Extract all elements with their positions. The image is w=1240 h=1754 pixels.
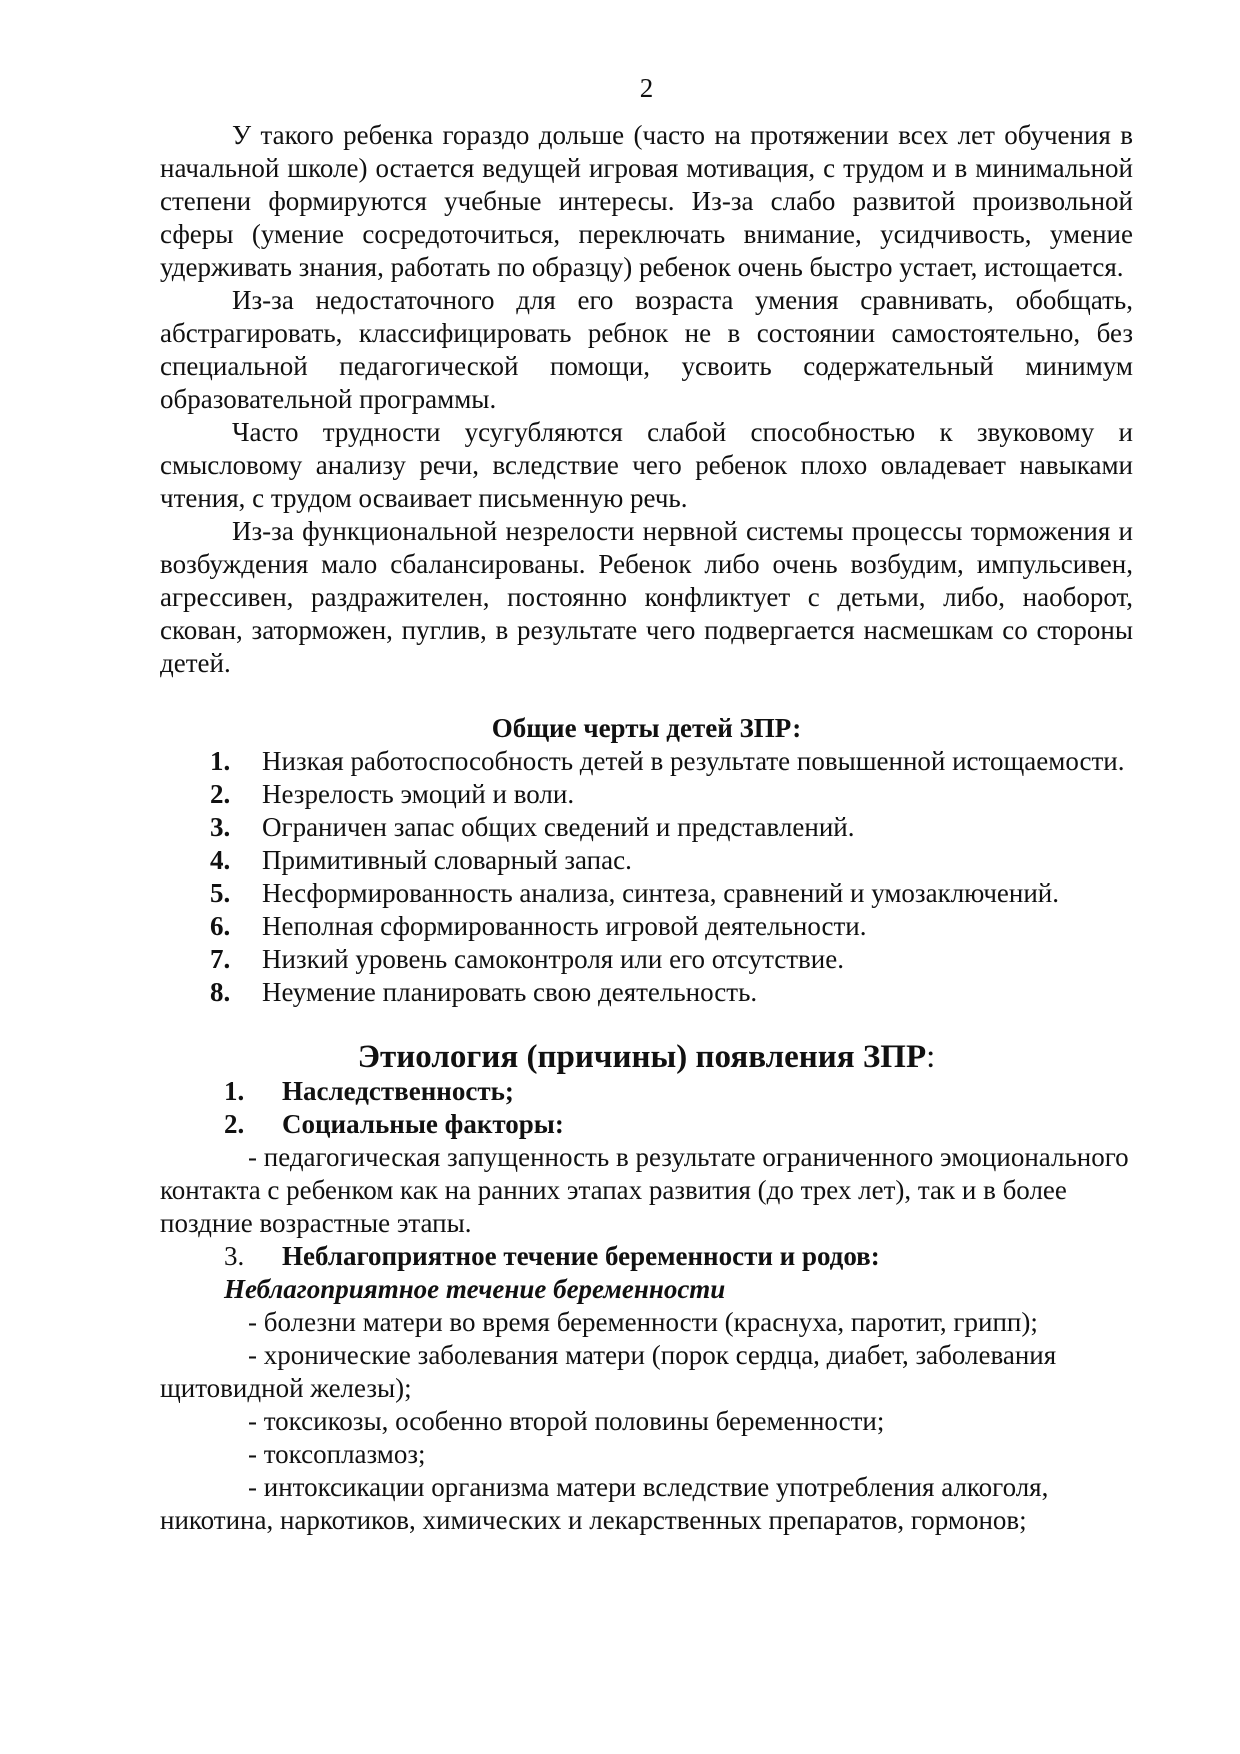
list-item bbox=[160, 844, 1133, 877]
etiology-heading-text: Этиология (причины) появления ЗПР bbox=[357, 1039, 927, 1075]
item-number: 3. bbox=[210, 812, 231, 842]
list-item bbox=[160, 910, 1133, 943]
etiology-item bbox=[160, 1240, 1133, 1273]
item-text: Незрелость эмоций и воли. bbox=[262, 779, 575, 809]
pregnancy-item: - интоксикации организма матери вследствие употребления алкоголя, никотина, наркотиков, химических и лекарственных препаратов, гормонов; bbox=[160, 1472, 1049, 1535]
item-number: 5. bbox=[210, 878, 231, 908]
item-text: Неумение планировать свою деятельность. bbox=[262, 977, 758, 1007]
list-item bbox=[160, 745, 1133, 778]
item-text: Низкая работоспособность детей в результате повышенной истощаемости. bbox=[262, 746, 1125, 776]
item-number: 4. bbox=[210, 845, 231, 875]
pregnancy-subheading: Неблагоприятное течение беременности bbox=[224, 1274, 726, 1304]
item-text: Неполная сформированность игровой деятельности. bbox=[262, 911, 867, 941]
traits-heading: Общие черты детей ЗПР: bbox=[491, 713, 802, 743]
social-factors-text: - педагогическая запущенность в результате ограниченного эмоционального контакта с ребенком как на ранних этапах развития (до трех лет), так и в более поздние возрастные этапы. bbox=[160, 1142, 1129, 1238]
traits-list bbox=[160, 745, 1133, 1009]
item-text: Наследственность; bbox=[282, 1076, 514, 1106]
item-text: Социальные факторы: bbox=[282, 1109, 564, 1139]
item-text: Несформированность анализа, синтеза, сравнений и умозаключений. bbox=[262, 878, 1059, 908]
etiology-heading-colon: : bbox=[926, 1039, 936, 1075]
paragraph: У такого ребенка гораздо дольше (часто на протяжении всех лет обучения в начальной школе) остается ведущей игровая мотивация, с трудом и в минимальной степени формируются учебные интересы. Из-за слабо развитой произвольной сферы (умение сосредоточиться, переключать внимание, усидчивость, умение удерживать знания, работать по образцу) ребенок очень быстро устает, истощается. bbox=[160, 120, 1133, 282]
paragraph: Из-за функциональной незрелости нервной системы процессы торможения и возбуждения мало сбалансированы. Ребенок либо очень возбудим, импульсивен, агрессивен, раздражителен, постоянно конфликтует с детьми, либо, наоборот, скован, заторможен, пуглив, в результате чего подвергается насмешкам со стороны детей. bbox=[160, 516, 1133, 678]
etiology-item bbox=[160, 1075, 1133, 1108]
list-item bbox=[160, 943, 1133, 976]
list-item bbox=[160, 811, 1133, 844]
item-number: 3. bbox=[224, 1241, 245, 1271]
page-number: 2 bbox=[639, 73, 654, 103]
item-text: Ограничен запас общих сведений и представлений. bbox=[262, 812, 855, 842]
item-number: 1. bbox=[224, 1076, 245, 1106]
list-item bbox=[160, 976, 1133, 1009]
item-number: 6. bbox=[210, 911, 231, 941]
item-text: Неблагоприятное течение беременности и родов: bbox=[282, 1241, 880, 1271]
pregnancy-item: - болезни матери во время беременности (краснуха, паротит, грипп); bbox=[248, 1307, 1038, 1337]
etiology-item bbox=[160, 1108, 1133, 1141]
list-item bbox=[160, 877, 1133, 910]
paragraph: Часто трудности усугубляются слабой способностью к звуковому и смысловому анализу речи, вследствие чего ребенок плохо овладевает навыками чтения, с трудом осваивает письменную речь. bbox=[160, 417, 1133, 513]
item-number: 7. bbox=[210, 944, 231, 974]
pregnancy-item: - токсикозы, особенно второй половины беременности; bbox=[248, 1406, 885, 1436]
list-item bbox=[160, 778, 1133, 811]
item-number: 8. bbox=[210, 977, 231, 1007]
pregnancy-item: - токсоплазмоз; bbox=[248, 1439, 426, 1469]
item-number: 1. bbox=[210, 746, 231, 776]
paragraph: Из-за недостаточного для его возраста умения сравнивать, обобщать, абстрагировать, классифицировать ребнок не в состоянии самостоятельно, без специальной педагогической помощи, усвоить содержательный минимум образовательной программы. bbox=[160, 285, 1133, 414]
item-text: Примитивный словарный запас. bbox=[262, 845, 632, 875]
etiology-heading bbox=[160, 1037, 1133, 1077]
item-number: 2. bbox=[224, 1109, 245, 1139]
item-number: 2. bbox=[210, 779, 231, 809]
pregnancy-item: - хронические заболевания матери (порок сердца, диабет, заболевания щитовидной железы); bbox=[160, 1340, 1057, 1403]
document-page bbox=[160, 72, 1133, 1537]
item-text: Низкий уровень самоконтроля или его отсутствие. bbox=[262, 944, 844, 974]
